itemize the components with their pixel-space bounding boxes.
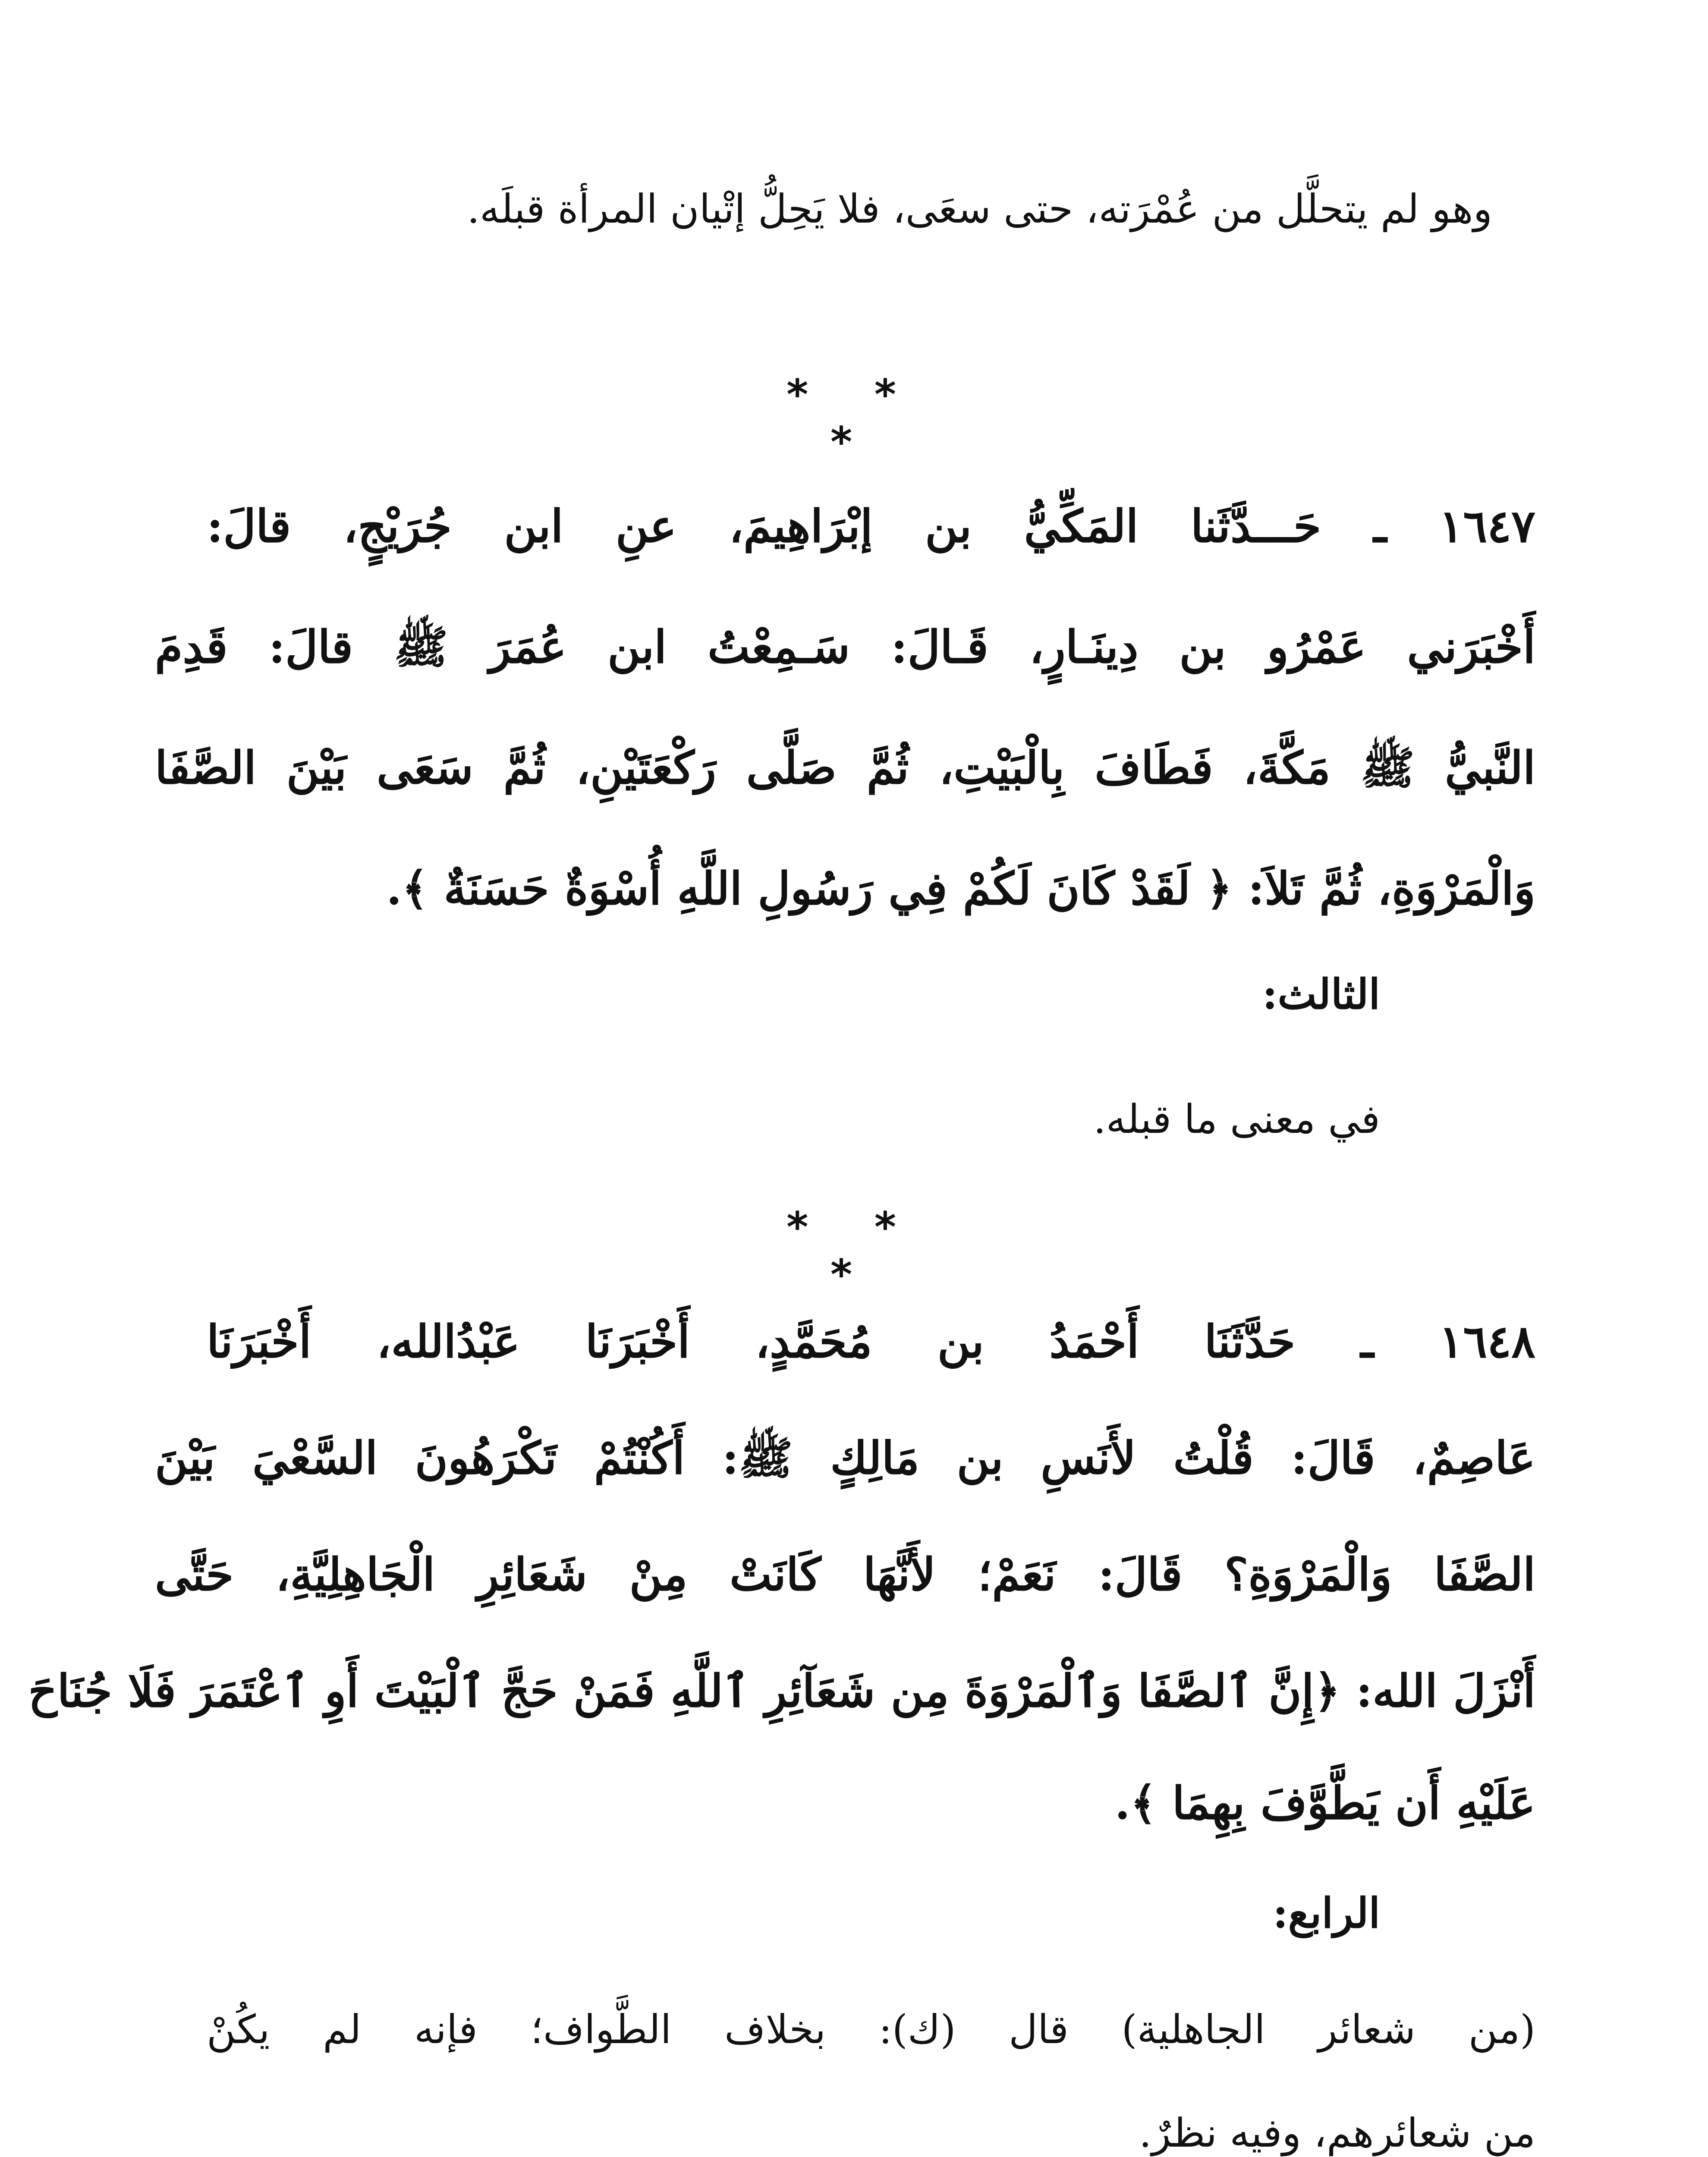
hadith-line: عَاصِمٌ، قَالَ: قُلْتُ لأَنَسِ بن مَالِكٍ ﷺ: أَكُنْتُمْ تَكْرَهُونَ السَّعْيَ بَيْنَ (155, 1431, 1535, 1484)
hadith-line: أَخْبَرَني عَمْرُو بن دِينَـارٍ، قَـالَ: سَـمِعْتُ ابن عُمَرَ ﷺ قالَ: قَدِمَ (155, 620, 1535, 673)
section-separator: * * * (786, 1203, 922, 1299)
hadith-line: النَّبيُّ ﷺ مَكَّةَ، فَطَافَ بِالْبَيْتِ، ثُمَّ صَلَّى رَكْعَتَيْنِ، ثُمَّ سَعَى بَيْنَ الصَّفَا (155, 741, 1535, 794)
hadith-line: أَنْزَلَ الله: ﴿إِنَّ ٱلصَّفَا وَٱلْمَرْوَةَ مِن شَعَآئِرِ ٱللَّهِ فَمَنْ حَجَّ ٱلْبَيْتَ أَوِ ٱعْتَمَرَ فَلَا جُنَاحَ (28, 1664, 1535, 1717)
hadith-line: ١٦٤٧ ـ حَـــدَّثَنا المَكِّيُّ بن إبْرَاهِيمَ، عنِ ابن جُرَيْجٍ، قالَ: (207, 500, 1535, 553)
text-line: (من شعائر الجاهلية) قال (ك): بخلاف الطَّواف؛ فإنه لم يكُنْ (207, 2006, 1535, 2053)
section-heading: الرابع: (1273, 1889, 1380, 1937)
hadith-line: عَلَيْهِ أَن يَطَّوَّفَ بِهِمَا ﴾. (1114, 1777, 1535, 1830)
text-line: من شعائرهم، وفيه نظرٌ. (1139, 2110, 1535, 2156)
text-line: في معنى ما قبله. (1093, 1096, 1380, 1142)
text-line: وهو لم يتحلَّل من عُمْرَته، حتى سعَى، فلا يَحِلُّ إتْيان المرأة قبلَه. (467, 186, 1492, 232)
section-heading: الثالث: (1262, 970, 1380, 1019)
hadith-line: الصَّفَا وَالْمَرْوَةِ؟ قَالَ: نَعَمْ؛ لأَنَّهَا كَانَتْ مِنْ شَعَائِرِ الْجَاهِلِيَّةِ، حَتَّى (155, 1548, 1535, 1601)
hadith-line: وَالْمَرْوَةِ، ثُمَّ تَلاَ: ﴿ لَقَدْ كَانَ لَكُمْ فِي رَسُولِ اللَّهِ أُسْوَةٌ حَسَنَةٌ ﴾. (386, 862, 1535, 915)
hadith-line: ١٦٤٨ ـ حَدَّثَنَا أَحْمَدُ بن مُحَمَّدٍ، أَخْبَرَنَا عَبْدُالله، أَخْبَرَنَا (207, 1315, 1535, 1368)
section-separator: * * * (786, 371, 922, 466)
